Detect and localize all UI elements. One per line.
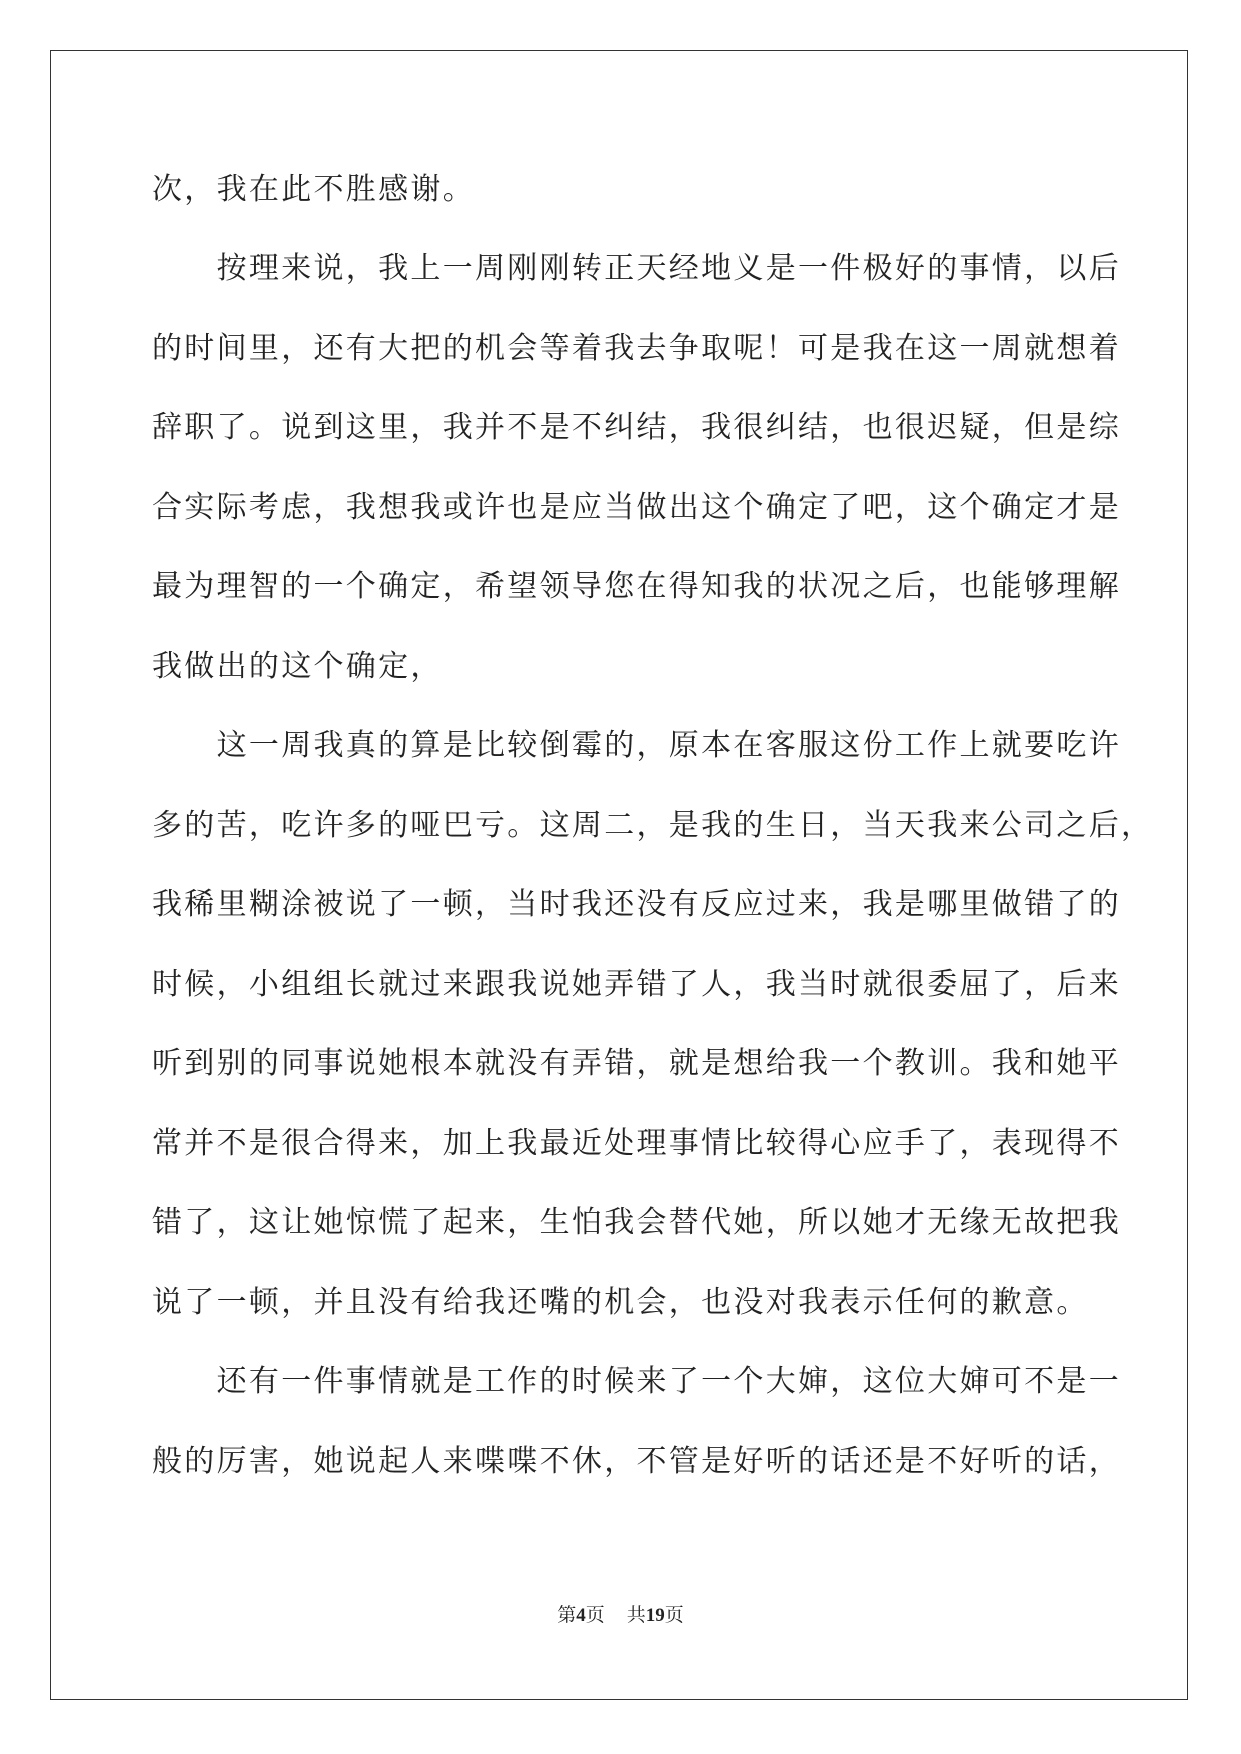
text-line: 次，我在此不胜感谢。	[152, 172, 475, 207]
text-line: 合实际考虑，我想我或许也是应当做出这个确定了吧，这个确定才是	[152, 490, 1121, 525]
text-line: 听到别的同事说她根本就没有弄错，就是想给我一个教训。我和她平	[152, 1046, 1121, 1081]
text-line: 错了，这让她惊慌了起来，生怕我会替代她，所以她才无缘无故把我	[152, 1205, 1121, 1240]
text-line: 我稀里糊涂被说了一顿，当时我还没有反应过来，我是哪里做错了的	[152, 887, 1121, 922]
text-line: 按理来说，我上一周刚刚转正天经地义是一件极好的事情，以后	[152, 251, 1121, 286]
footer-total-prefix: 共	[626, 1605, 646, 1626]
text-line: 的时间里，还有大把的机会等着我去争取呢！可是我在这一周就想着	[152, 331, 1121, 366]
total-pages: 19	[645, 1605, 665, 1626]
footer-page-suffix: 页	[585, 1605, 605, 1626]
footer-total-suffix: 页	[664, 1605, 684, 1626]
text-line: 最为理智的一个确定，希望领导您在得知我的状况之后，也能够理解	[152, 569, 1121, 604]
text-line: 般的厉害，她说起人来喋喋不休，不管是好听的话还是不好听的话，	[152, 1444, 1121, 1479]
footer-prefix: 第	[557, 1605, 577, 1626]
page-number: 4	[576, 1605, 586, 1626]
text-line: 辞职了。说到这里，我并不是不纠结，我很纠结，也很迟疑，但是综	[152, 410, 1121, 445]
text-line: 我做出的这个确定，	[152, 649, 443, 684]
text-line: 常并不是很合得来，加上我最近处理事情比较得心应手了，表现得不	[152, 1126, 1121, 1161]
text-line: 说了一顿，并且没有给我还嘴的机会，也没对我表示任何的歉意。	[152, 1285, 1089, 1320]
text-line: 还有一件事情就是工作的时候来了一个大婶，这位大婶可不是一	[152, 1364, 1121, 1399]
text-line: 多的苦，吃许多的哑巴亏。这周二，是我的生日，当天我来公司之后，	[152, 808, 1154, 843]
text-line: 时候，小组组长就过来跟我说她弄错了人，我当时就很委屈了，后来	[152, 967, 1121, 1002]
page-footer	[0, 1600, 1241, 1627]
text-line: 这一周我真的算是比较倒霉的，原本在客服这份工作上就要吃许	[152, 728, 1121, 763]
